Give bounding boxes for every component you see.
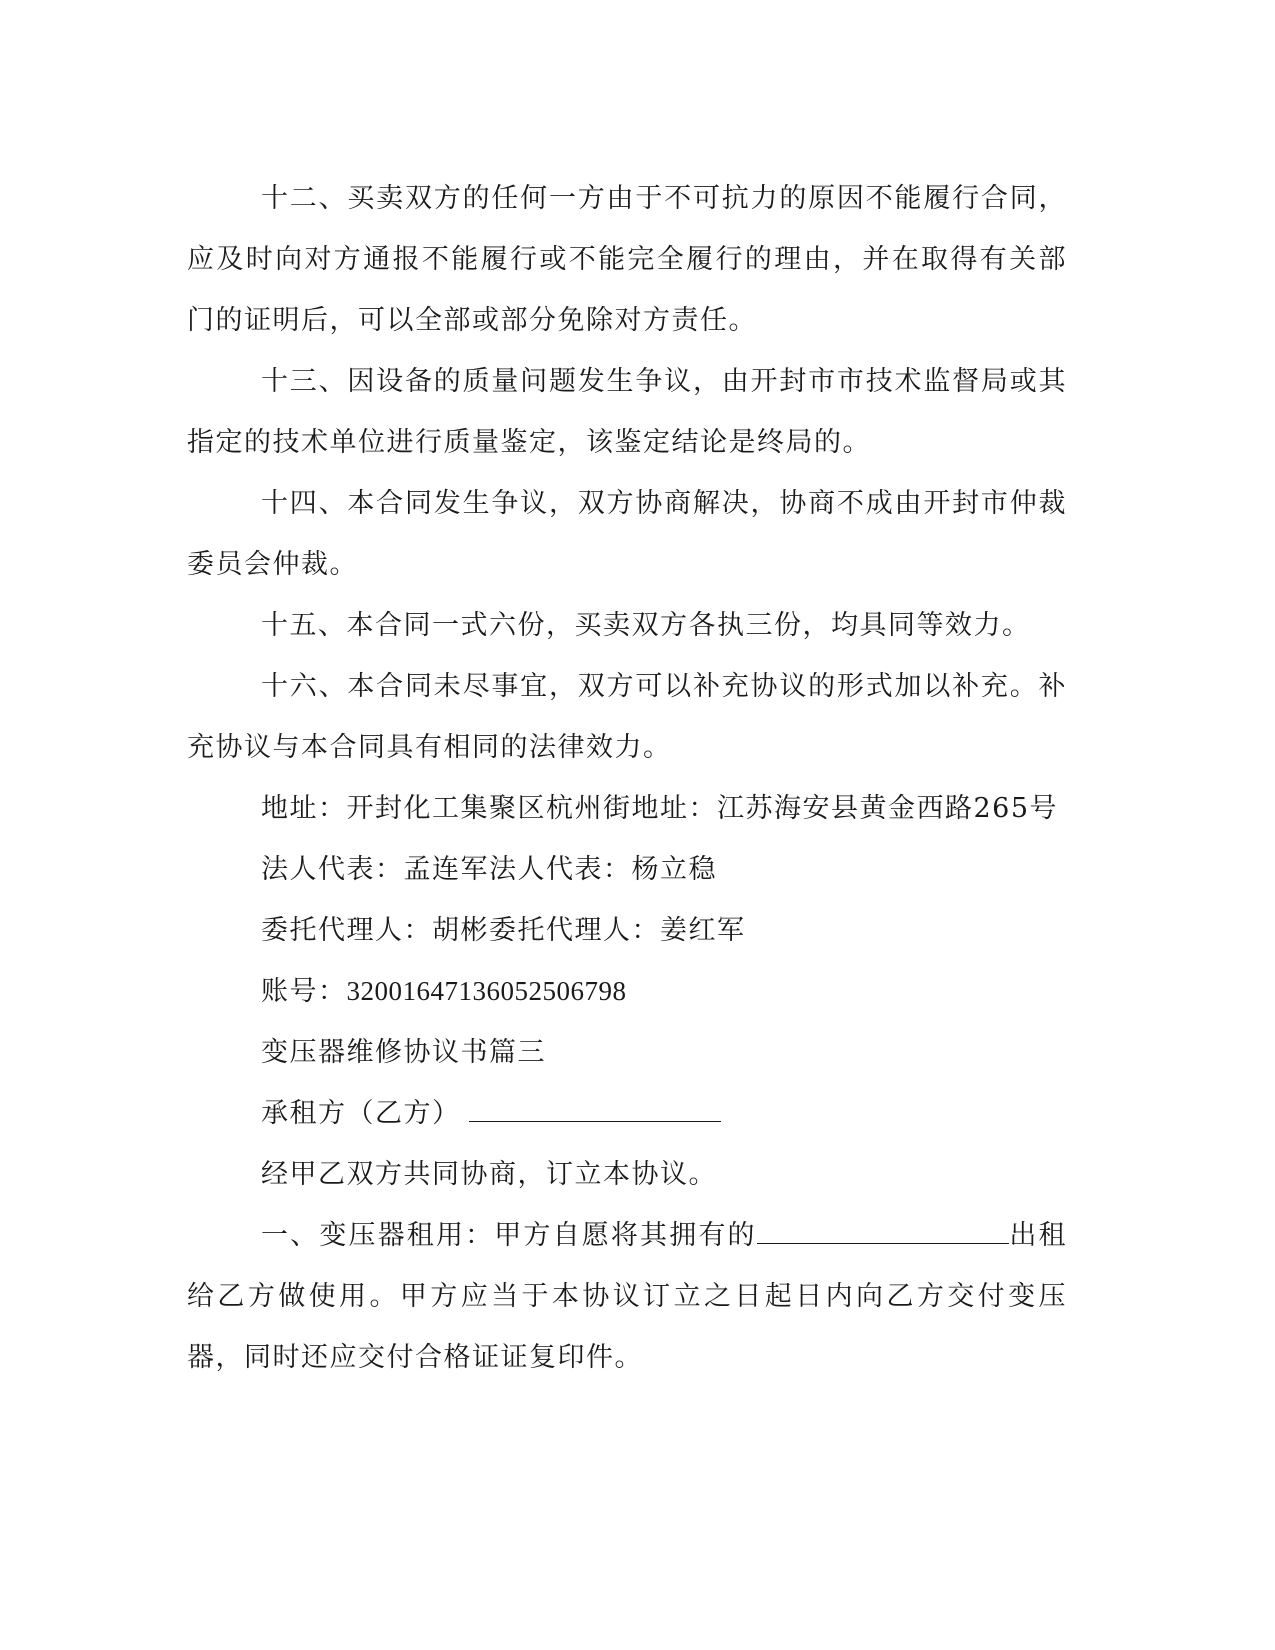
clause-1-lease (187, 1205, 1067, 1388)
clause-13: 十三、因设备的质量问题发生争议，由开封市市技术监督局或其指定的技术单位进行质量鉴定，该鉴定结论是终局的。 (187, 366, 1067, 458)
lessee-label: 承租方（乙方） (261, 1098, 461, 1129)
lessee-line (187, 1083, 1067, 1144)
clause-1-text-start: 一、变压器租用：甲方自愿将其拥有的 (261, 1220, 757, 1251)
account-number: 32001647136052506798 (346, 976, 627, 1006)
account-label: 账号： (261, 976, 347, 1007)
clause-1-text-end: 出租给乙方做使用。甲方应当于本协议订立之日起日内向乙方交付变压器，同时还应交付合格证证复印件。 (187, 1220, 1068, 1373)
lessee-blank-field[interactable] (469, 1095, 721, 1122)
address-line: 地址：开封化工集聚区杭州街地址：江苏海安县黄金西路265号 (261, 793, 1059, 824)
legal-representative-line: 法人代表：孟连军法人代表：杨立稳 (261, 854, 717, 885)
account-line (187, 961, 1067, 1022)
equipment-blank-field[interactable] (757, 1217, 1009, 1244)
agreement-intro: 经甲乙双方共同协商，订立本协议。 (261, 1159, 717, 1190)
agent-line: 委托代理人：胡彬委托代理人：姜红军 (261, 915, 746, 946)
section-title: 变压器维修协议书篇三 (261, 1037, 546, 1068)
clause-14: 十四、本合同发生争议，双方协商解决，协商不成由开封市仲裁委员会仲裁。 (187, 488, 1067, 580)
clause-16: 十六、本合同未尽事宜，双方可以补充协议的形式加以补充。补充协议与本合同具有相同的法律效力。 (187, 671, 1067, 763)
document-body (187, 168, 1067, 1388)
clause-15: 十五、本合同一式六份，买卖双方各执三份，均具同等效力。 (261, 610, 1031, 641)
clause-12: 十二、买卖双方的任何一方由于不可抗力的原因不能履行合同，应及时向对方通报不能履行或不能完全履行的理由，并在取得有关部门的证明后，可以全部或部分免除对方责任。 (187, 183, 1067, 336)
